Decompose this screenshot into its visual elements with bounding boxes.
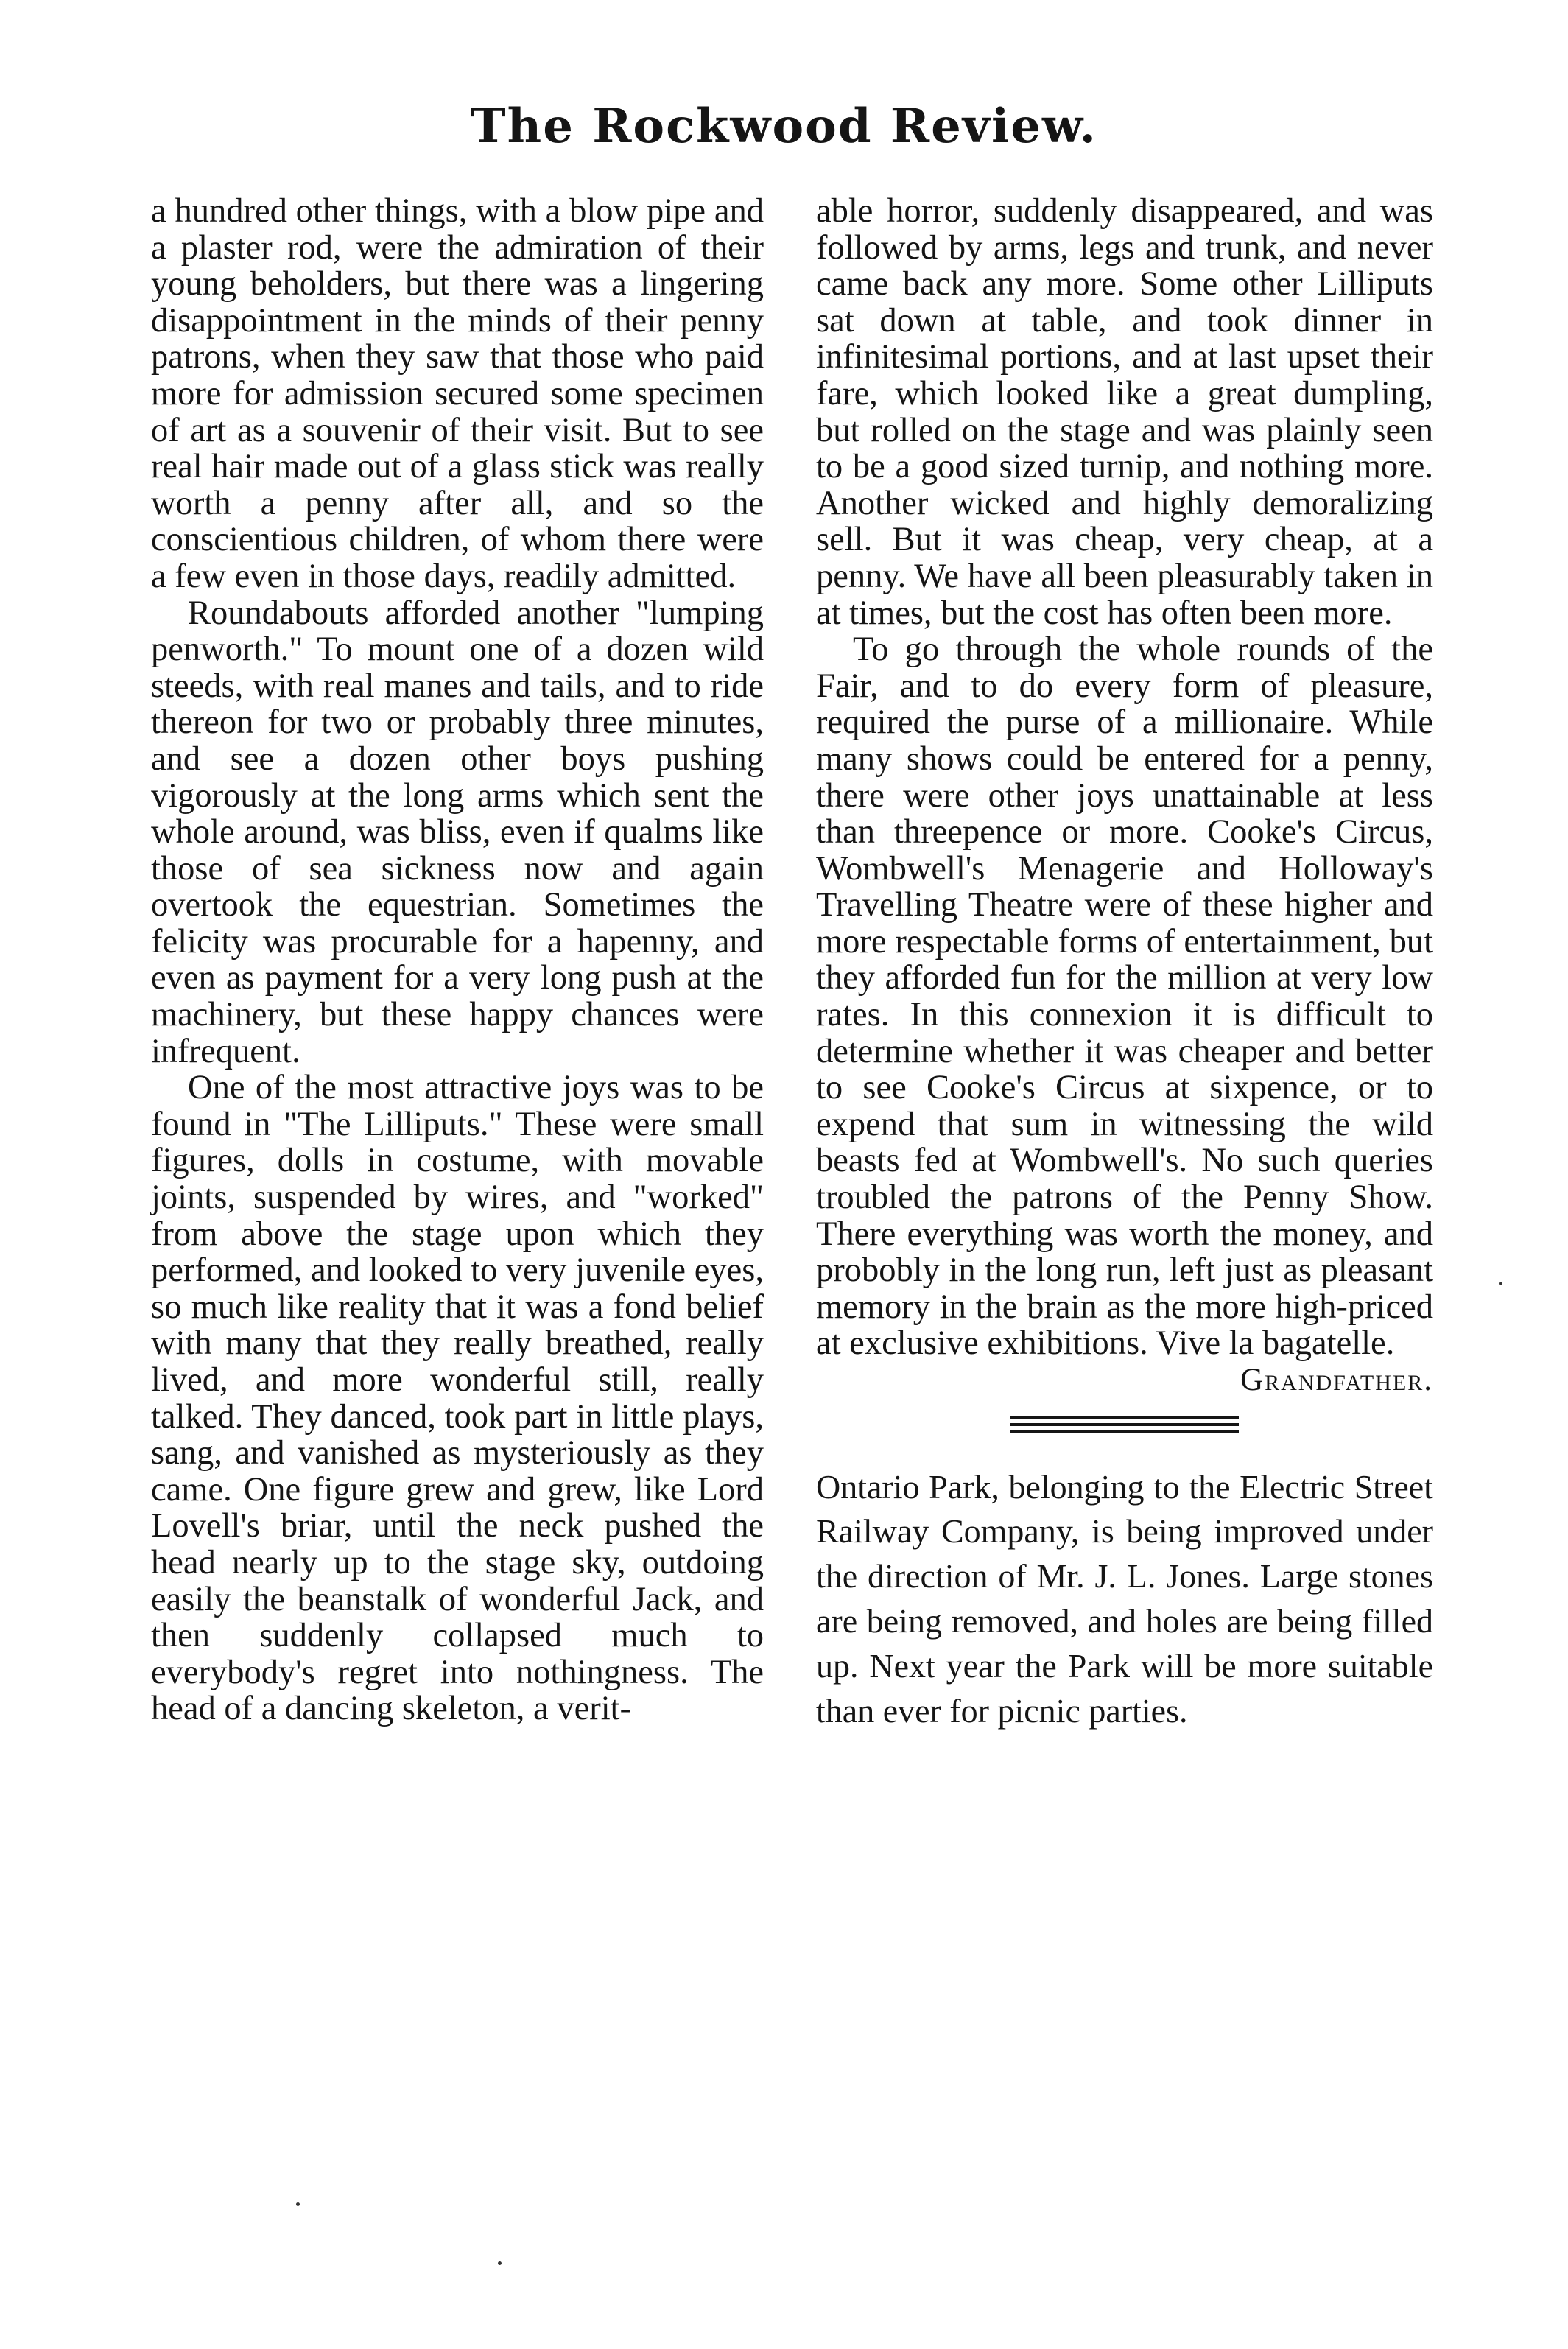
- left-column: [151, 193, 764, 1727]
- article-paragraph: Roundabouts afforded another "lumping penworth." To mount one of a dozen wild steeds, with real manes and tails, and to ride thereon for two or probably three minutes, and see a dozen other boys pushing vigorously at the long arms which sent the whole around, was bliss, even if qualms like those of sea sickness now and again overtook the equestrian. Sometimes the felicity was procurable for a hapenny, and even as payment for a very long push at the machinery, but these happy chances were infrequent.: [151, 594, 764, 1070]
- article-paragraph: To go through the whole rounds of the Fair, and to do every form of pleasure, required the purse of a millionaire. While many shows could be entered for a penny, there were other joys unattainable at less than threepence or more. Cooke's Circus, Wombwell's Menagerie and Holloway's Travelling Theatre were of these higher and more respectable forms of entertainment, but they afforded fun for the million at very low rates. In this connexion it is difficult to determine whether it was cheaper and better to see Cooke's Circus at sixpence, or to expend that sum in witnessing the wild beasts fed at Wombwell's. No such queries troubled the patrons of the Penny Show. There everything was worth the money, and probobly in the long run, left just as pleasant memory in the brain as the more high-priced at exclusive exhibitions. Vive la bagatelle.: [816, 631, 1433, 1363]
- park-notice: Ontario Park, belonging to the Electric Street Railway Company, is being improved under the direction of Mr. J. L. Jones. Large stones are being removed, and holes are being filled up. Next year the Park will be more suitable than ever for picnic parties.: [816, 1467, 1433, 1730]
- article-paragraph: One of the most attractive joys was to be found in "The Lilliputs." These were small figures, dolls in costume, with movable joints, suspended by wires, and "worked" from above the stage upon which they performed, and looked to very juvenile eyes, so much like reality that it was a fond belief with many that they really breathed, really lived, and more wonderful still, really talked. They danced, took part in little plays, sang, and vanished as mysteriously as they came. One figure grew and grew, like Lord Lovell's briar, until the neck pushed the head nearly up to the stage sky, outdoing easily the beanstalk of wonderful Jack, and then suddenly collapsed much to everybody's regret into nothingness. The head of a dancing skeleton, a verit-: [151, 1069, 764, 1728]
- article-paragraph: a hundred other things, with a blow pipe and a plaster rod, were the admiration of their young beholders, but there was a lingering disappointment in the minds of their penny patrons, when they saw that those who paid more for admission secured some specimen of art as a souvenir of their visit. But to see real hair made out of a glass stick was really worth a penny after all, and so the conscientious children, of whom there were a few even in those days, readily admitted.: [151, 192, 764, 595]
- article-paragraph: able horror, suddenly disappeared, and was followed by arms, legs and trunk, and never came back any more. Some other Lilliputs sat down at table, and took dinner in infinitesimal portions, and at last upset their fare, which looked like a great dumpling, but rolled on the stage and was plainly seen to be a good sized turnip, and nothing more. Another wicked and highly demoralizing sell. But it was cheap, very cheap, at a penny. We have all been pleasurably taken in at times, but the cost has often been more.: [816, 192, 1433, 632]
- masthead-title: The Rockwood Review.: [471, 99, 1097, 154]
- right-column: [816, 193, 1433, 1733]
- divider-line: [1010, 1430, 1239, 1433]
- divider-line: [1010, 1416, 1239, 1419]
- print-speck: [1499, 1282, 1502, 1285]
- author-signature: Grandfather.: [1240, 1363, 1433, 1397]
- print-speck: [498, 2261, 502, 2265]
- divider-line: [1010, 1423, 1239, 1426]
- section-divider: [1010, 1416, 1239, 1433]
- print-speck: [296, 2202, 300, 2206]
